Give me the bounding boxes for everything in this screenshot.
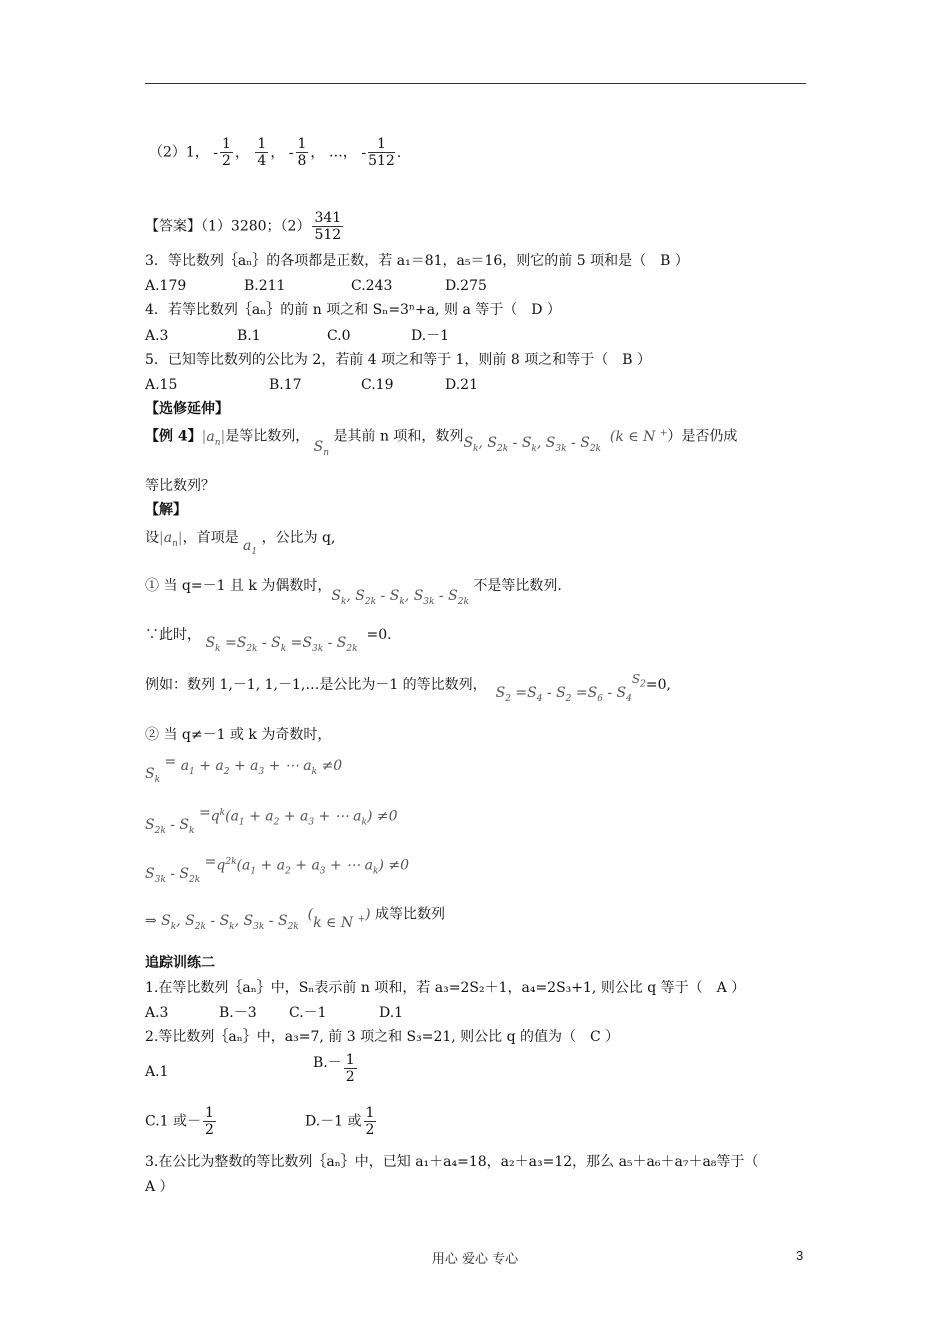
equation-s2k: $S_{2k} - S_k =q^k(a_1 + a_2 + a_3$ + ⋯ $a_k) \ne 0$ xyxy=(145,804,398,836)
training-1: 1.在等比数列｛aₙ｝中，Sₙ表示前 n 项和，若 a₃=2S₂＋1，a₄=2S₃+1, 则公比 q 等于（ A ） xyxy=(145,980,746,996)
page-footer: 用心 爱心 专心 xyxy=(431,1252,519,1267)
answer-line: 【答案】（1）3280；（2） $\frac{341}{512}$ xyxy=(145,210,342,243)
case-1-line: ① 当 q=－1 且 k 为偶数时，$S_k$, $S_{2k} - S_k$, $S_{3k} - S_{2k}$ 不是等比数列. xyxy=(145,578,562,607)
solution-label: 【解】 xyxy=(145,502,187,518)
q2-term-2: $\frac{1}{4}$ ， xyxy=(257,136,285,169)
example-4-line: 【例 4】$|a_n|$是等比数列， $S_n$ 是其前 n 项和，数列$S_k$, $S_{2k} - S_k$, $S_{3k} - S_{2k}$ (k ∈ N +）是否仍成 xyxy=(145,428,738,458)
because-line: ∵此时， $S_k =S_{2k} - S_k =S_{3k} - S_{2k} =0$. xyxy=(145,627,392,654)
example-line: 例如：数列 1,－1, 1,－1,…是公比为－1 的等比数列， $S_2 =S_4 - S_2 =S_6 - S_4S_2=0$, xyxy=(145,672,671,704)
q2-term-3: - $\frac{1}{8}$ ， xyxy=(288,136,325,169)
q2-line: （2）1， - $\frac{1}{2}$ ， $\frac{1}{4}$ ， - $\frac{1}{8}$ ， …， - $\frac{1}{512}$ . xyxy=(149,136,402,169)
q2-term-1: - $\frac{1}{2}$ ， xyxy=(213,136,249,169)
equation-sk: $S_k = a_1 + a_2 + a_3$ + ⋯ $a_k \ne 0$ xyxy=(145,754,343,785)
example-4-line-2: 等比数列？ xyxy=(145,478,215,494)
case-2-line: ② 当 q≠－1 或 k 为奇数时， xyxy=(145,727,332,743)
setup-line: 设$|a_n|$，首项是 $a_1$ ，公比为 q, xyxy=(145,530,336,557)
section-heading-tracking: 追踪训练二 xyxy=(145,955,215,971)
header-rule xyxy=(145,83,806,84)
problem-4: 4．若等比数列｛aₙ｝的前 n 项之和 Sₙ=3ⁿ+a, 则 a 等于（ D ） xyxy=(145,302,561,318)
page-number: 3 xyxy=(796,1248,804,1263)
training-3: 3.在公比为整数的等比数列｛aₙ｝中，已知 a₁＋a₄=18，a₂＋a₃=12，那么 a₅＋a₆＋a₇＋a₈等于（ xyxy=(145,1154,759,1170)
training-2: 2.等比数列｛aₙ｝中，a₃=7, 前 3 项之和 S₃=21, 则公比 q 的值为（ C ） xyxy=(145,1029,620,1045)
q2-term-last: - $\frac{1}{512}$ . xyxy=(361,136,402,169)
problem-3: 3．等比数列｛aₙ｝的各项都是正数，若 a₁＝81，a₅＝16，则它的前 5 项和是（ B ） xyxy=(145,253,689,269)
therefore-line: ⇒ $S_k$, $S_{2k} - S_k$, $S_{3k} - S_{2k}$ (k ∈ N +) 成等比数列 xyxy=(145,906,446,932)
training-3-answer: A ） xyxy=(145,1179,174,1195)
section-heading-elective: 【选修延伸】 xyxy=(145,401,229,417)
equation-s3k: $S_{3k} - S_{2k} =q^{2k}(a_1 + a_2 + a_3$ + ⋯ $a_k) \ne 0$ xyxy=(145,853,409,885)
problem-5: 5．已知等比数列的公比为 2，若前 4 项之和等于 1，则前 8 项之和等于（ B ） xyxy=(145,352,651,368)
